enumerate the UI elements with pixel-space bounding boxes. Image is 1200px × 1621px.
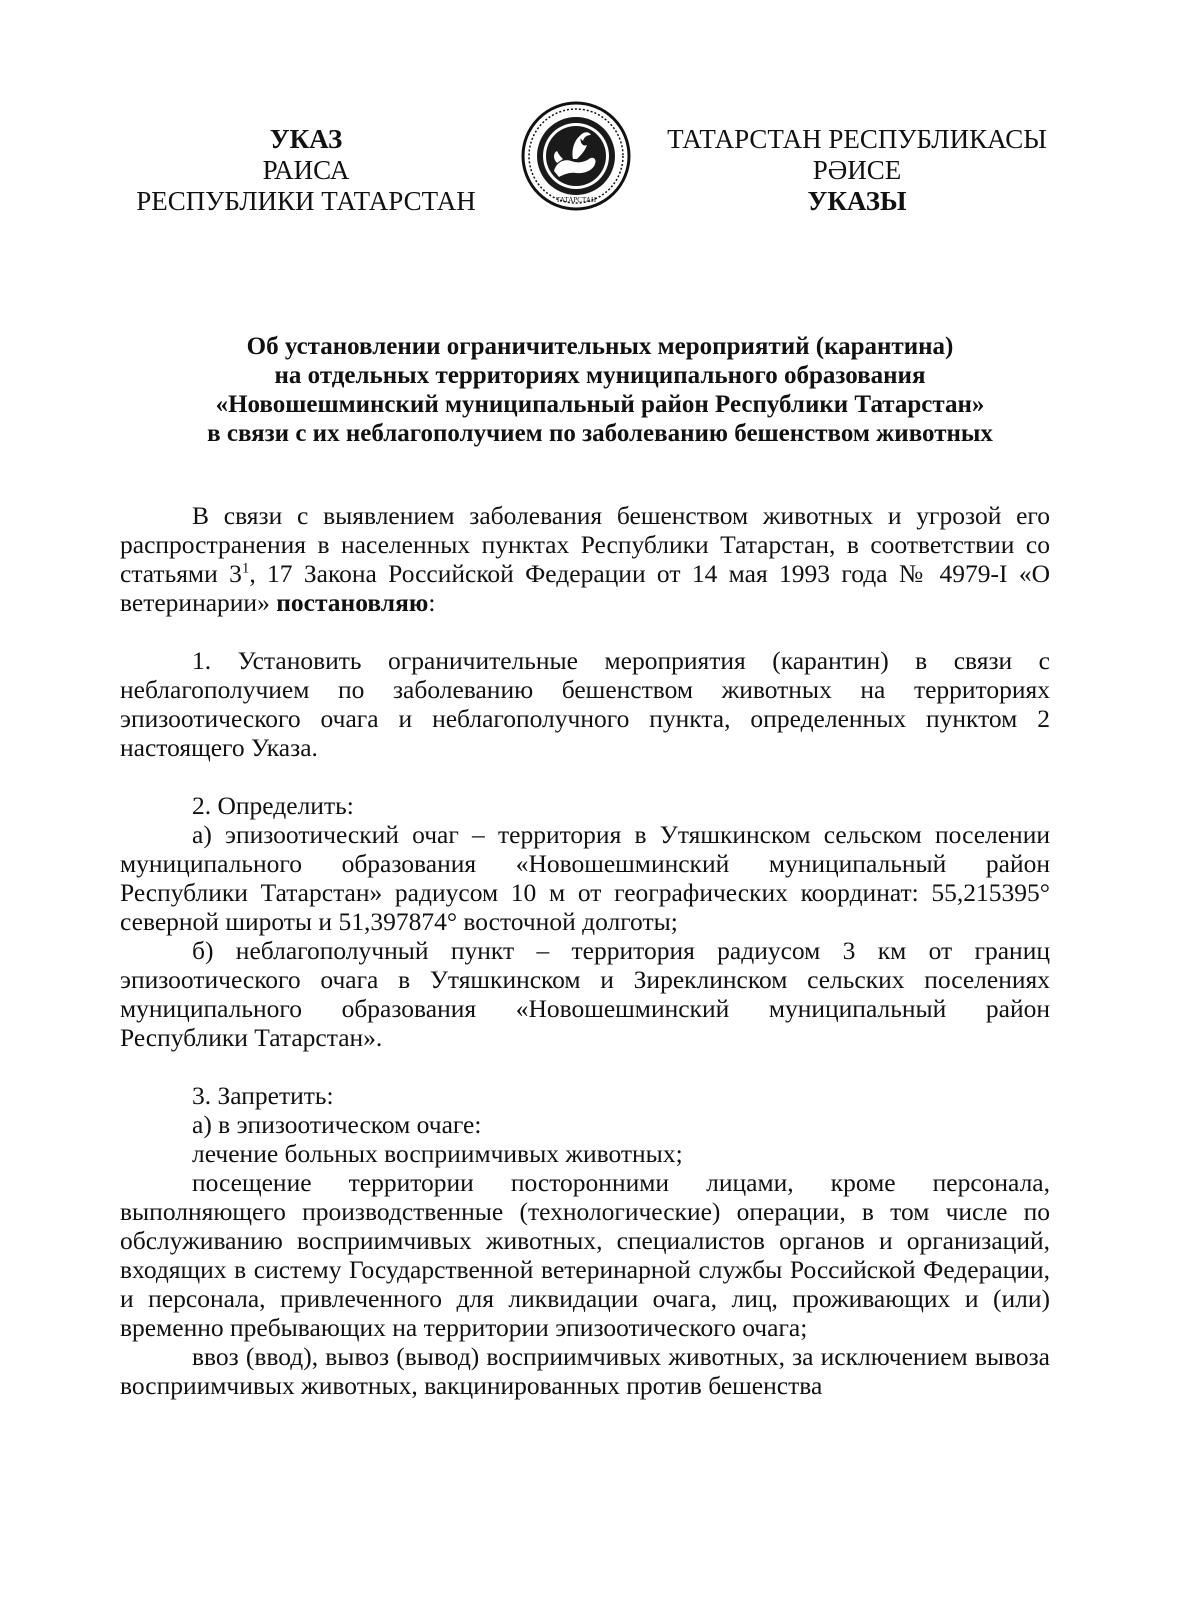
header-right-line1: ТАТАРСТАН РЕСПУБЛИКАСЫ <box>667 124 1047 154</box>
decree-body <box>120 501 1050 1400</box>
preamble-paragraph <box>120 501 1050 617</box>
preamble-text-a: В связи с выявлением заболевания бешенством животных и угрозой его распространения в населенных пунктах Республики Татарстан, в соответствии со статьями 3 <box>120 501 1050 588</box>
header-left-block <box>120 124 492 217</box>
preamble-text-b: , 17 Закона Российской Федерации от 14 мая 1993 года № 4979-I «О ветеринарии» <box>120 559 1051 617</box>
header-right-line3: УКАЗЫ <box>807 186 907 216</box>
tatarstan-emblem-icon <box>521 101 631 211</box>
title-line1: Об установлении ограничительных мероприятий (карантина) <box>246 333 954 360</box>
item-3a1-paragraph: лечение больных восприимчивых животных; <box>192 1139 683 1168</box>
item-3a-heading: а) в эпизоотическом очаге: <box>192 1110 482 1139</box>
preamble-superscript: 1 <box>241 560 250 577</box>
item-3-heading: 3. Запретить: <box>192 1081 334 1110</box>
decree-title <box>120 332 1080 448</box>
item-3a2-paragraph: посещение территории посторонними лицами, кроме персонала, выполняющего производственные (технологические) операции, в том числе по обслуживанию восприимчивых животных, специалистов органов и организаций, входящих в систему Государственной ветеринарной службы Российской Федерации, и персонала, привлеченного для ликвидации очага, лиц, проживающих и (или) временно пребывающих на территории эпизоотического очага; <box>120 1168 1050 1342</box>
item-3a3-paragraph: ввоз (ввод), вывоз (вывод) восприимчивых животных, за исключением вывоза восприимчивых животных, вакцинированных против бешенства <box>120 1342 1050 1400</box>
header-left-line2: РАИСА <box>262 155 350 185</box>
header-right-line2: РӘИСЕ <box>812 155 902 185</box>
emblem-caption: ТАТАРСТАН <box>555 196 597 204</box>
item-1-paragraph: 1. Установить ограничительные мероприятия (карантин) в связи с неблагополучием по заболеванию бешенством животных на территориях эпизоотического очага и неблагополучного пункта, определенных пунктом 2 настоящего Указа. <box>120 646 1050 762</box>
title-line3: «Новошешминский муниципальный район Республики Татарстан» <box>215 391 985 418</box>
header-left-line1: УКАЗ <box>269 124 343 154</box>
preamble-end: : <box>428 588 436 617</box>
header-right-block <box>662 124 1052 217</box>
item-2b-paragraph: б) неблагополучный пункт – территория радиусом 3 км от границ эпизоотического очага в Утяшкинском и Зиреклинском сельских поселениях муниципального образования «Новошешминский муниципальный район Республики Татарстан». <box>120 936 1050 1052</box>
preamble-bold-verb: постановляю <box>276 588 429 617</box>
title-line2: на отдельных территориях муниципального образования <box>274 362 926 389</box>
item-2a-paragraph: а) эпизоотический очаг – территория в Утяшкинском сельском поселении муниципального образования «Новошешминский муниципальный район Республики Татарстан» радиусом 10 м от географических координат: 55,215395° северной широты и 51,397874° восточной долготы; <box>120 820 1050 936</box>
header-left-line3: РЕСПУБЛИКИ ТАТАРСТАН <box>136 186 476 216</box>
item-2-heading: 2. Определить: <box>192 791 354 820</box>
title-line4: в связи с их неблагополучием по заболеванию бешенством животных <box>207 420 993 447</box>
